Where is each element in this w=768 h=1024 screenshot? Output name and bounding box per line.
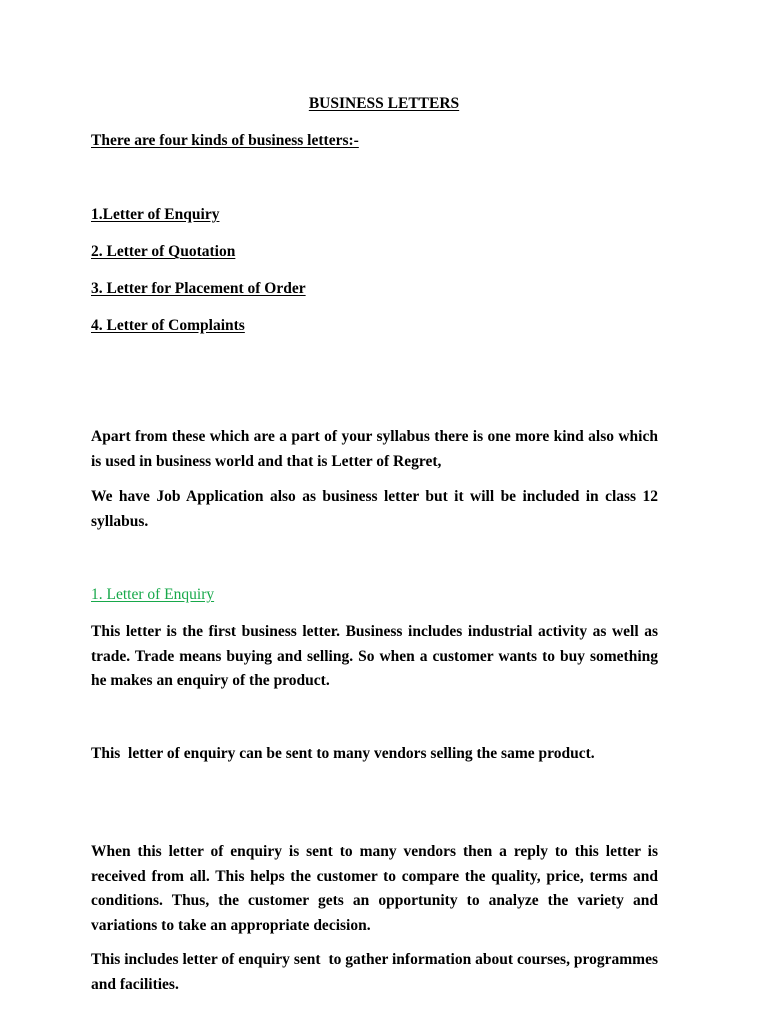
paragraph: We have Job Application also as business letter but it will be included in class 12 syllabus. <box>91 488 658 530</box>
section-heading: 1. Letter of Enquiry <box>91 586 215 603</box>
section-paragraph: When this letter of enquiry is sent to many vendors then a reply to this letter is received from all. This helps the customer to compare the quality, price, terms and conditions. Thus, the customer gets an opportunity to analyze the variety and variations to take an appropriate decision. <box>91 843 658 934</box>
document-title: BUSINESS LETTERS <box>308 95 460 112</box>
intro-line: There are four kinds of business letters:- <box>91 132 359 149</box>
section-paragraph: This letter of enquiry can be sent to many vendors selling the same product. <box>91 745 595 762</box>
section-paragraph: This letter is the first business letter. Business includes industrial activity as well as trade. Trade means buying and selling. So when a customer wants to buy something he makes an enquiry of the product. <box>91 623 658 689</box>
list-item: 1.Letter of Enquiry <box>91 206 220 223</box>
section-paragraph: This includes letter of enquiry sent to gather information about courses, programmes and facilities. <box>91 951 658 993</box>
paragraph: Apart from these which are a part of your syllabus there is one more kind also which is used in business world and that is Letter of Regret, <box>91 428 658 470</box>
list-item: 2. Letter of Quotation <box>91 243 236 260</box>
list-item: 4. Letter of Complaints <box>91 317 245 334</box>
list-item: 3. Letter for Placement of Order <box>91 280 306 297</box>
